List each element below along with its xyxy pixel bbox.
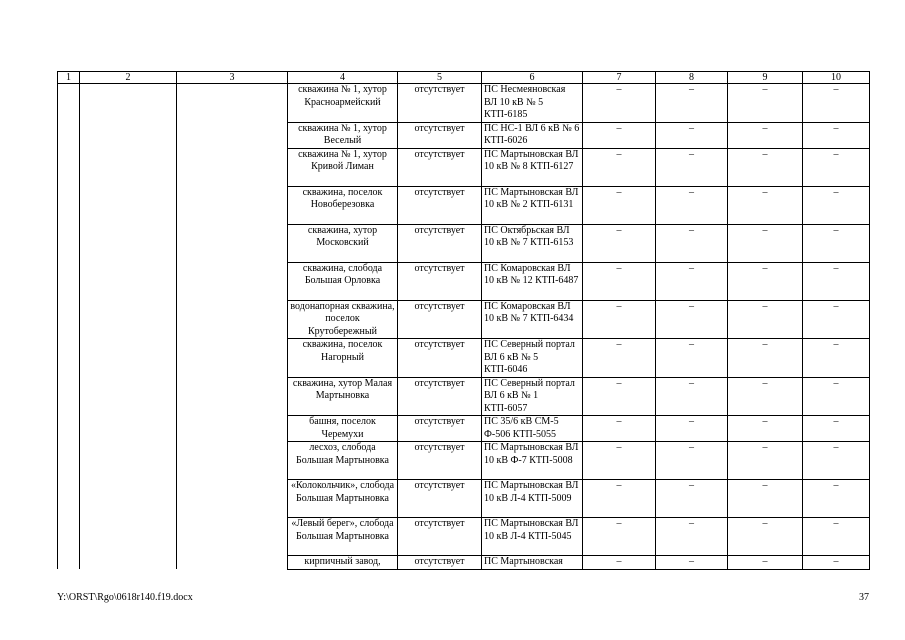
status-cell: отсутствует bbox=[398, 556, 482, 570]
substation-cell: ПС Комаровская ВЛ 10 кВ № 12 КТП-6487 bbox=[482, 262, 583, 300]
table-row bbox=[58, 556, 870, 570]
status-cell: отсутствует bbox=[398, 300, 482, 339]
col7-cell: – bbox=[583, 300, 656, 339]
col10-cell: – bbox=[803, 224, 870, 262]
col10-cell: – bbox=[803, 339, 870, 378]
substation-cell: ПС НС-1 ВЛ 6 кВ № 6 КТП-6026 bbox=[482, 122, 583, 148]
object-cell: скважина № 1, хутор Кривой Лиман bbox=[288, 148, 398, 186]
status-cell: отсутствует bbox=[398, 518, 482, 556]
cell-col2 bbox=[80, 518, 177, 556]
cell-col2 bbox=[80, 416, 177, 442]
cell-col3 bbox=[177, 84, 288, 123]
cell-col2 bbox=[80, 556, 177, 570]
cell-col3 bbox=[177, 377, 288, 416]
substation-cell: ПС 35/6 кВ СМ-5 Ф-506 КТП-5055 bbox=[482, 416, 583, 442]
cell-col1 bbox=[58, 339, 80, 378]
col10-cell: – bbox=[803, 442, 870, 480]
object-cell: скважина, поселок Новоберезовка bbox=[288, 186, 398, 224]
cell-col2 bbox=[80, 377, 177, 416]
col9-cell: – bbox=[728, 556, 803, 570]
cell-col3 bbox=[177, 262, 288, 300]
cell-col2 bbox=[80, 84, 177, 123]
cell-col2 bbox=[80, 339, 177, 378]
col8-cell: – bbox=[656, 262, 728, 300]
substation-cell: ПС Несмеяновская ВЛ 10 кВ № 5 КТП-6185 bbox=[482, 84, 583, 123]
col10-cell: – bbox=[803, 122, 870, 148]
object-cell: «Колокольчик», слобода Большая Мартыновка bbox=[288, 480, 398, 518]
column-number-9: 9 bbox=[728, 72, 803, 84]
object-cell: водонапорная скважина, поселок Крутобережный bbox=[288, 300, 398, 339]
cell-col2 bbox=[80, 224, 177, 262]
col9-cell: – bbox=[728, 262, 803, 300]
col9-cell: – bbox=[728, 148, 803, 186]
table-row bbox=[58, 186, 870, 224]
column-number-3: 3 bbox=[177, 72, 288, 84]
status-cell: отсутствует bbox=[398, 262, 482, 300]
cell-col3 bbox=[177, 556, 288, 570]
col8-cell: – bbox=[656, 339, 728, 378]
column-number-4: 4 bbox=[288, 72, 398, 84]
object-cell: кирпичный завод, bbox=[288, 556, 398, 570]
col9-cell: – bbox=[728, 84, 803, 123]
cell-col2 bbox=[80, 148, 177, 186]
cell-col1 bbox=[58, 480, 80, 518]
cell-col1 bbox=[58, 148, 80, 186]
col9-cell: – bbox=[728, 416, 803, 442]
object-cell: скважина № 1, хутор Веселый bbox=[288, 122, 398, 148]
col8-cell: – bbox=[656, 518, 728, 556]
col10-cell: – bbox=[803, 518, 870, 556]
col7-cell: – bbox=[583, 518, 656, 556]
col8-cell: – bbox=[656, 300, 728, 339]
col9-cell: – bbox=[728, 442, 803, 480]
object-cell: скважина, слобода Большая Орловка bbox=[288, 262, 398, 300]
status-cell: отсутствует bbox=[398, 122, 482, 148]
col10-cell: – bbox=[803, 480, 870, 518]
table-row bbox=[58, 262, 870, 300]
cell-col2 bbox=[80, 442, 177, 480]
col10-cell: – bbox=[803, 300, 870, 339]
col9-cell: – bbox=[728, 339, 803, 378]
col9-cell: – bbox=[728, 300, 803, 339]
cell-col1 bbox=[58, 262, 80, 300]
table-row bbox=[58, 224, 870, 262]
table-row bbox=[58, 442, 870, 480]
cell-col3 bbox=[177, 300, 288, 339]
col10-cell: – bbox=[803, 84, 870, 123]
col8-cell: – bbox=[656, 224, 728, 262]
col10-cell: – bbox=[803, 148, 870, 186]
table-row bbox=[58, 148, 870, 186]
cell-col1 bbox=[58, 84, 80, 123]
table-row bbox=[58, 416, 870, 442]
cell-col1 bbox=[58, 442, 80, 480]
col9-cell: – bbox=[728, 122, 803, 148]
object-cell: скважина, хутор Московский bbox=[288, 224, 398, 262]
col7-cell: – bbox=[583, 339, 656, 378]
cell-col3 bbox=[177, 416, 288, 442]
col7-cell: – bbox=[583, 186, 656, 224]
col7-cell: – bbox=[583, 480, 656, 518]
col8-cell: – bbox=[656, 480, 728, 518]
substation-cell: ПС Мартыновская ВЛ 10 кВ № 8 КТП-6127 bbox=[482, 148, 583, 186]
col10-cell: – bbox=[803, 416, 870, 442]
substation-cell: ПС Мартыновская ВЛ 10 кВ Л-4 КТП-5009 bbox=[482, 480, 583, 518]
cell-col1 bbox=[58, 416, 80, 442]
footer-file-path: Y:\ORST\Rgo\0618r140.f19.docx bbox=[57, 592, 193, 603]
cell-col1 bbox=[58, 556, 80, 570]
cell-col3 bbox=[177, 122, 288, 148]
column-number-6: 6 bbox=[482, 72, 583, 84]
cell-col3 bbox=[177, 186, 288, 224]
table-row bbox=[58, 84, 870, 123]
substation-cell: ПС Комаровская ВЛ 10 кВ № 7 КТП-6434 bbox=[482, 300, 583, 339]
object-cell: лесхоз, слобода Большая Мартыновка bbox=[288, 442, 398, 480]
col10-cell: – bbox=[803, 186, 870, 224]
object-cell: скважина № 1, хутор Красноармейский bbox=[288, 84, 398, 123]
col8-cell: – bbox=[656, 148, 728, 186]
col8-cell: – bbox=[656, 556, 728, 570]
cell-col1 bbox=[58, 377, 80, 416]
cell-col1 bbox=[58, 300, 80, 339]
cell-col1 bbox=[58, 186, 80, 224]
col8-cell: – bbox=[656, 442, 728, 480]
col7-cell: – bbox=[583, 224, 656, 262]
object-cell: скважина, поселок Нагорный bbox=[288, 339, 398, 378]
status-cell: отсутствует bbox=[398, 416, 482, 442]
col9-cell: – bbox=[728, 186, 803, 224]
status-cell: отсутствует bbox=[398, 224, 482, 262]
cell-col3 bbox=[177, 518, 288, 556]
col7-cell: – bbox=[583, 377, 656, 416]
cell-col1 bbox=[58, 518, 80, 556]
column-number-row bbox=[58, 72, 870, 84]
col10-cell: – bbox=[803, 377, 870, 416]
cell-col1 bbox=[58, 224, 80, 262]
data-table bbox=[57, 71, 870, 570]
table-row bbox=[58, 377, 870, 416]
object-cell: «Левый берег», слобода Большая Мартыновка bbox=[288, 518, 398, 556]
col7-cell: – bbox=[583, 122, 656, 148]
table-row bbox=[58, 122, 870, 148]
col7-cell: – bbox=[583, 148, 656, 186]
substation-cell: ПС Октябрьская ВЛ 10 кВ № 7 КТП-6153 bbox=[482, 224, 583, 262]
cell-col3 bbox=[177, 224, 288, 262]
col9-cell: – bbox=[728, 480, 803, 518]
object-cell: башня, поселок Черемухи bbox=[288, 416, 398, 442]
col8-cell: – bbox=[656, 122, 728, 148]
col9-cell: – bbox=[728, 377, 803, 416]
cell-col2 bbox=[80, 480, 177, 518]
table-row bbox=[58, 518, 870, 556]
status-cell: отсутствует bbox=[398, 442, 482, 480]
status-cell: отсутствует bbox=[398, 148, 482, 186]
cell-col3 bbox=[177, 339, 288, 378]
substation-cell: ПС Мартыновская ВЛ 10 кВ Л-4 КТП-5045 bbox=[482, 518, 583, 556]
substation-cell: ПС Северный портал ВЛ 6 кВ № 5 КТП-6046 bbox=[482, 339, 583, 378]
col8-cell: – bbox=[656, 377, 728, 416]
table-row bbox=[58, 339, 870, 378]
table-row bbox=[58, 480, 870, 518]
object-cell: скважина, хутор Малая Мартыновка bbox=[288, 377, 398, 416]
table-row bbox=[58, 300, 870, 339]
cell-col2 bbox=[80, 300, 177, 339]
status-cell: отсутствует bbox=[398, 377, 482, 416]
col8-cell: – bbox=[656, 186, 728, 224]
col7-cell: – bbox=[583, 262, 656, 300]
cell-col3 bbox=[177, 148, 288, 186]
col7-cell: – bbox=[583, 416, 656, 442]
status-cell: отсутствует bbox=[398, 186, 482, 224]
substation-cell: ПС Северный портал ВЛ 6 кВ № 1 КТП-6057 bbox=[482, 377, 583, 416]
status-cell: отсутствует bbox=[398, 480, 482, 518]
col7-cell: – bbox=[583, 84, 656, 123]
col9-cell: – bbox=[728, 518, 803, 556]
col10-cell: – bbox=[803, 262, 870, 300]
substation-cell: ПС Мартыновская ВЛ 10 кВ № 2 КТП-6131 bbox=[482, 186, 583, 224]
col8-cell: – bbox=[656, 416, 728, 442]
col9-cell: – bbox=[728, 224, 803, 262]
cell-col2 bbox=[80, 262, 177, 300]
col8-cell: – bbox=[656, 84, 728, 123]
cell-col1 bbox=[58, 122, 80, 148]
cell-col3 bbox=[177, 480, 288, 518]
column-number-10: 10 bbox=[803, 72, 870, 84]
column-number-7: 7 bbox=[583, 72, 656, 84]
footer-page-number: 37 bbox=[859, 592, 869, 603]
status-cell: отсутствует bbox=[398, 84, 482, 123]
column-number-2: 2 bbox=[80, 72, 177, 84]
cell-col2 bbox=[80, 122, 177, 148]
substation-cell: ПС Мартыновская ВЛ 10 кВ Ф-7 КТП-5008 bbox=[482, 442, 583, 480]
col7-cell: – bbox=[583, 442, 656, 480]
status-cell: отсутствует bbox=[398, 339, 482, 378]
cell-col2 bbox=[80, 186, 177, 224]
column-number-1: 1 bbox=[58, 72, 80, 84]
cell-col3 bbox=[177, 442, 288, 480]
column-number-5: 5 bbox=[398, 72, 482, 84]
col10-cell: – bbox=[803, 556, 870, 570]
col7-cell: – bbox=[583, 556, 656, 570]
column-number-8: 8 bbox=[656, 72, 728, 84]
substation-cell: ПС Мартыновская bbox=[482, 556, 583, 570]
